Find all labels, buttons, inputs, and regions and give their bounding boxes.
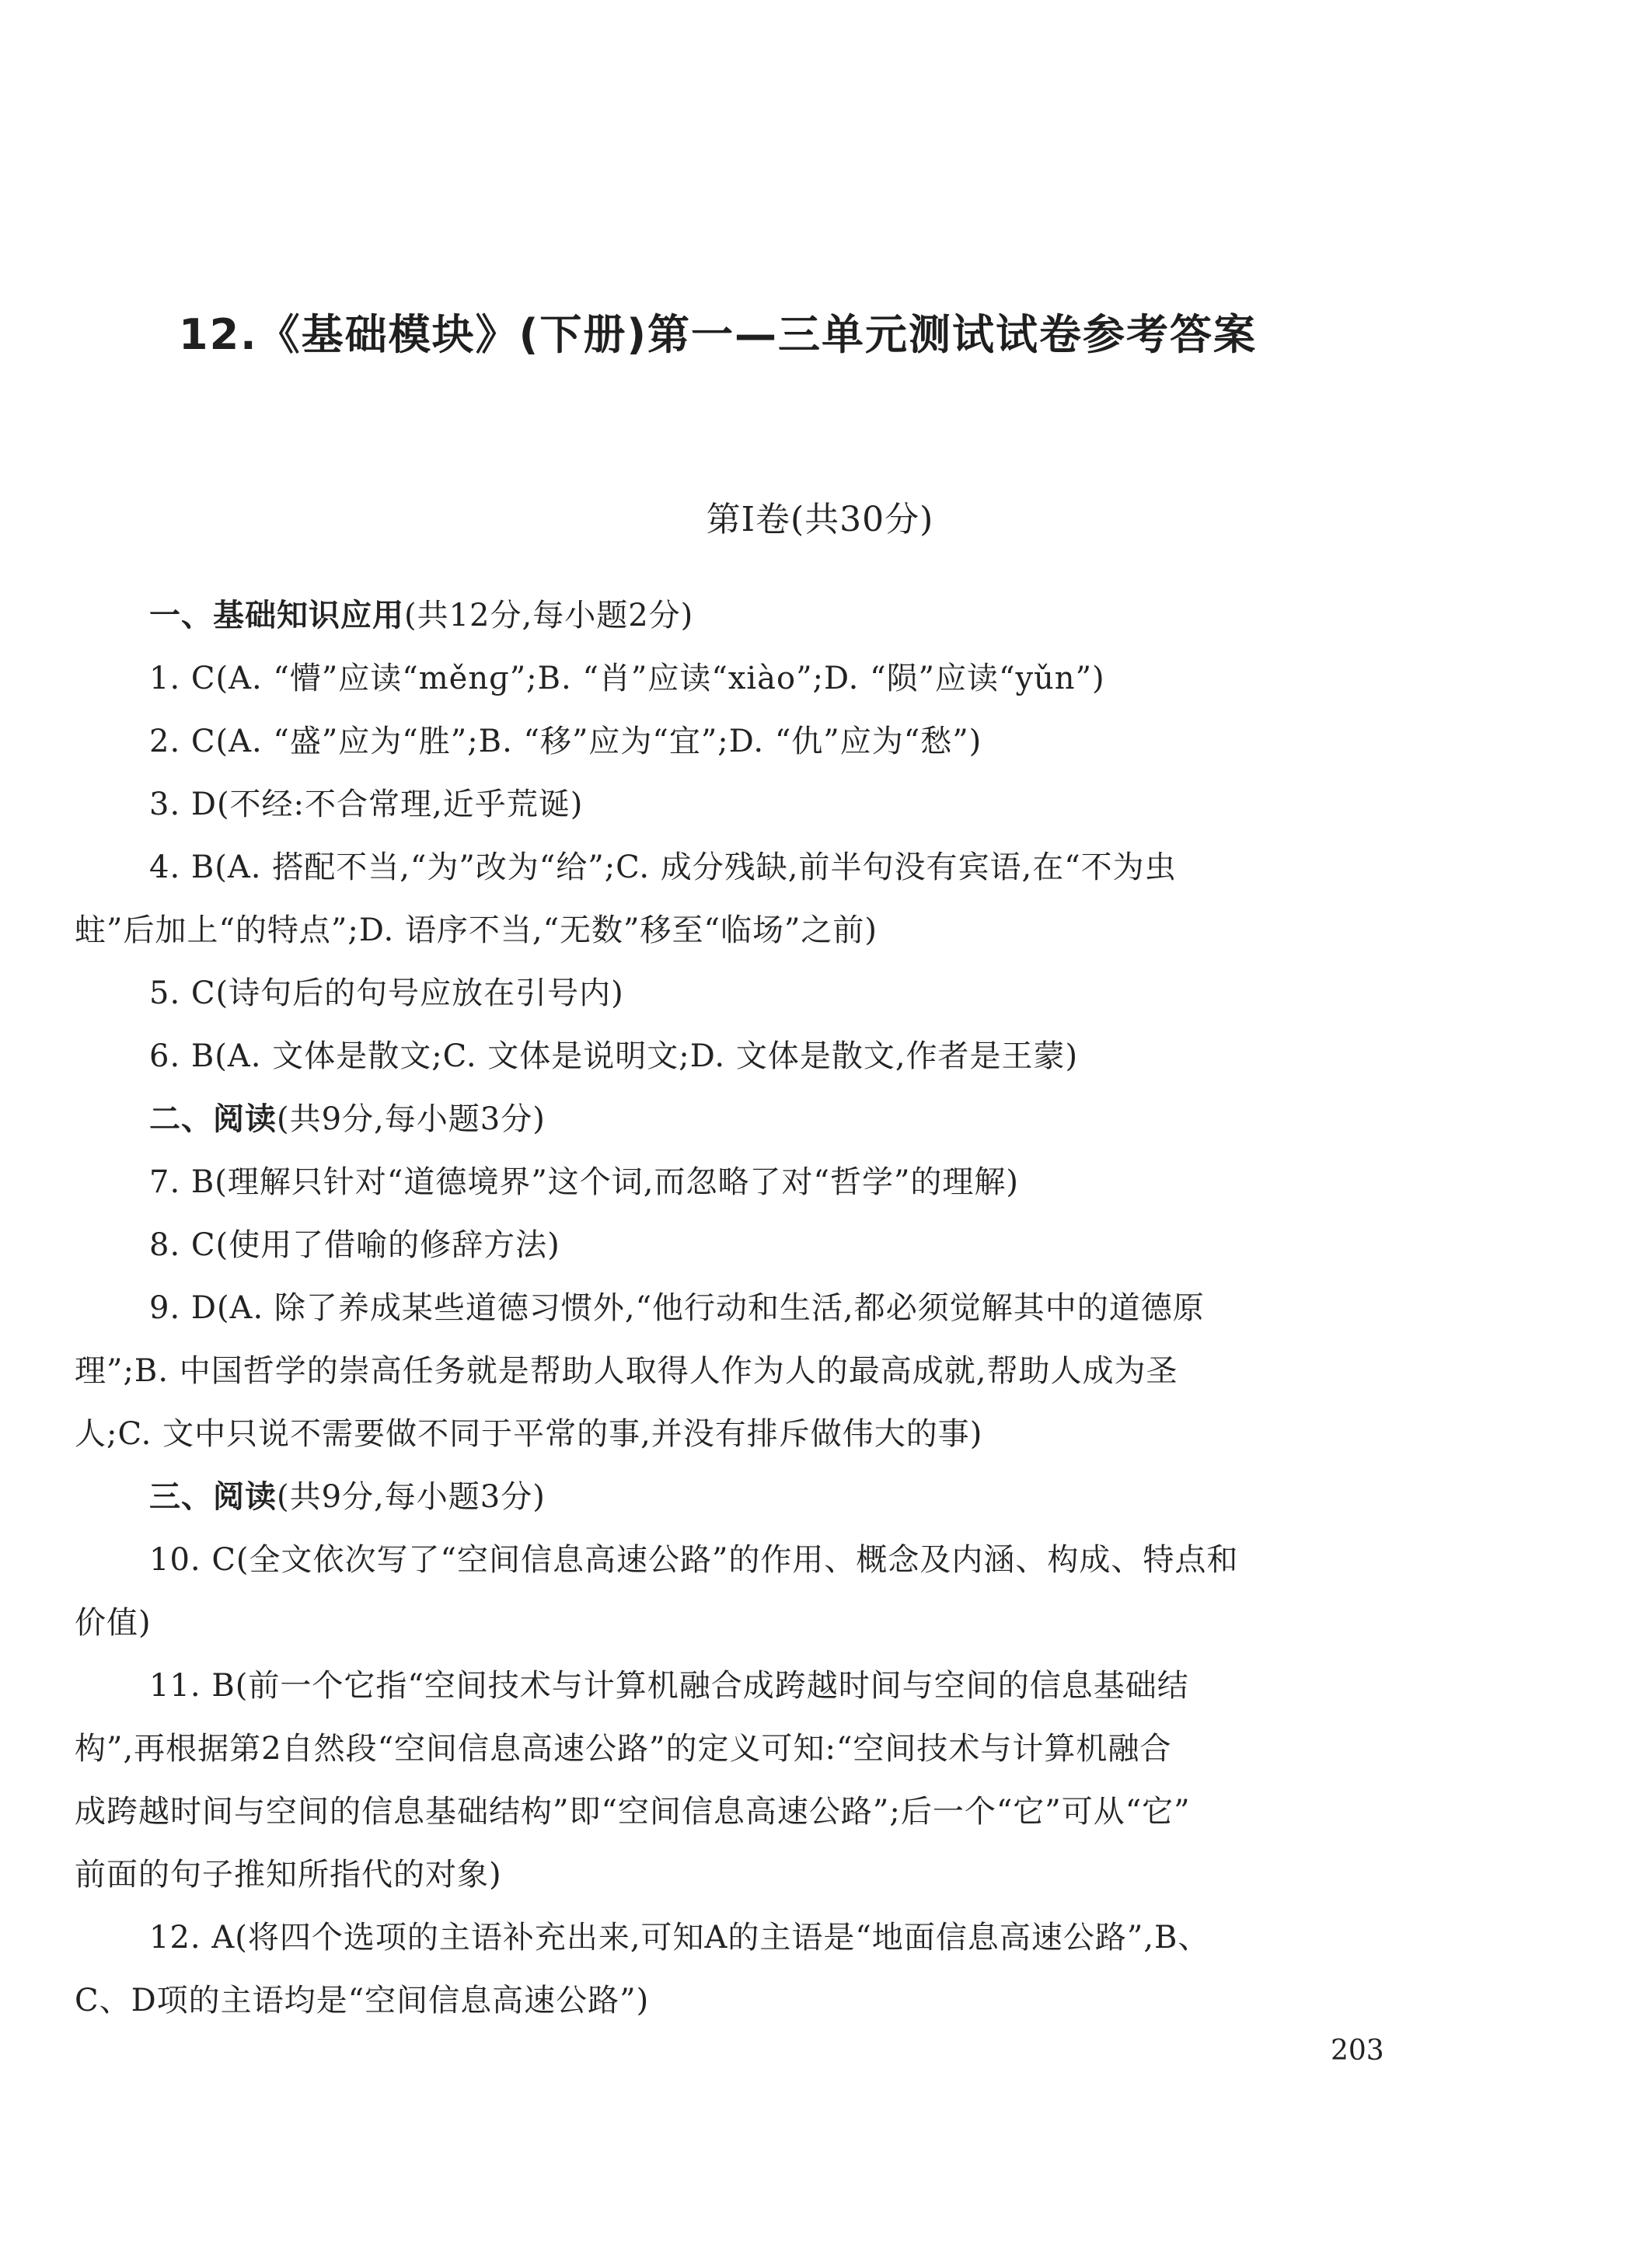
answer-content — [75, 584, 1396, 2032]
section-heading: 三、阅读(共9分,每小题3分) — [149, 1479, 546, 1515]
answer-line: 10. C(全文依次写了“空间信息高速公路”的作用、概念及内涵、构成、特点和 — [149, 1542, 1239, 1578]
answer-line-continued: 理”;B. 中国哲学的崇高任务就是帮助人取得人作为人的最高成就,帮助人成为圣 — [75, 1353, 1178, 1389]
answer-line: 9. D(A. 除了养成某些道德习惯外,“他行动和生活,都必须觉解其中的道德原 — [149, 1290, 1205, 1326]
answer-line: 7. B(理解只针对“道德境界”这个词,而忽略了对“哲学”的理解) — [149, 1164, 1019, 1200]
answer-line: 1. C(A. “懵”应读“měnɡ”;B. “肖”应读“xiào”;D. “陨”应读“yǔn”) — [149, 661, 1105, 696]
answer-line: 6. B(A. 文体是散文;C. 文体是说明文;D. 文体是散文,作者是王蒙) — [149, 1038, 1079, 1074]
answer-line-continued: 人;C. 文中只说不需要做不同于平常的事,并没有排斥做伟大的事) — [75, 1416, 983, 1452]
section-heading: 二、阅读(共9分,每小题3分) — [149, 1101, 546, 1137]
section-heading: 一、基础知识应用(共12分,每小题2分) — [149, 598, 694, 633]
answer-line: 12. A(将四个选项的主语补充出来,可知A的主语是“地面信息高速公路”,B、 — [149, 1920, 1210, 1956]
answer-line-continued: 蛀”后加上“的特点”;D. 语序不当,“无数”移至“临场”之前) — [75, 912, 878, 948]
answer-line-continued: 价值) — [75, 1605, 152, 1641]
answer-line: 8. C(使用了借喻的修辞方法) — [149, 1227, 560, 1263]
answer-line-continued: 前面的句子推知所指代的对象) — [75, 1857, 502, 1893]
page-number: 203 — [1331, 2035, 1384, 2067]
answer-line: 4. B(A. 搭配不当,“为”改为“给”;C. 成分残缺,前半句没有宾语,在“不为虫 — [149, 850, 1177, 885]
answer-line: 11. B(前一个它指“空间技术与计算机融合成跨越时间与空间的信息基础结 — [149, 1668, 1189, 1704]
answer-line: 5. C(诗句后的句号应放在引号内) — [149, 975, 624, 1011]
answer-line-continued: C、D项的主语均是“空间信息高速公路”) — [75, 1983, 650, 2019]
page-title: 12.《基础模块》(下册)第一—三单元测试试卷参考答案 — [179, 310, 1258, 359]
answer-line-continued: 构”,再根据第2自然段“空间信息高速公路”的定义可知:“空间技术与计算机融合 — [75, 1731, 1172, 1767]
answer-line: 2. C(A. “盛”应为“胜”;B. “移”应为“宜”;D. “仇”应为“愁”) — [149, 724, 982, 759]
answer-line-continued: 成跨越时间与空间的信息基础结构”即“空间信息高速公路”;后一个“它”可从“它” — [75, 1794, 1191, 1830]
answer-line: 3. D(不经:不合常理,近乎荒诞) — [149, 787, 584, 822]
part-title: 第Ⅰ卷(共30分) — [706, 500, 934, 539]
